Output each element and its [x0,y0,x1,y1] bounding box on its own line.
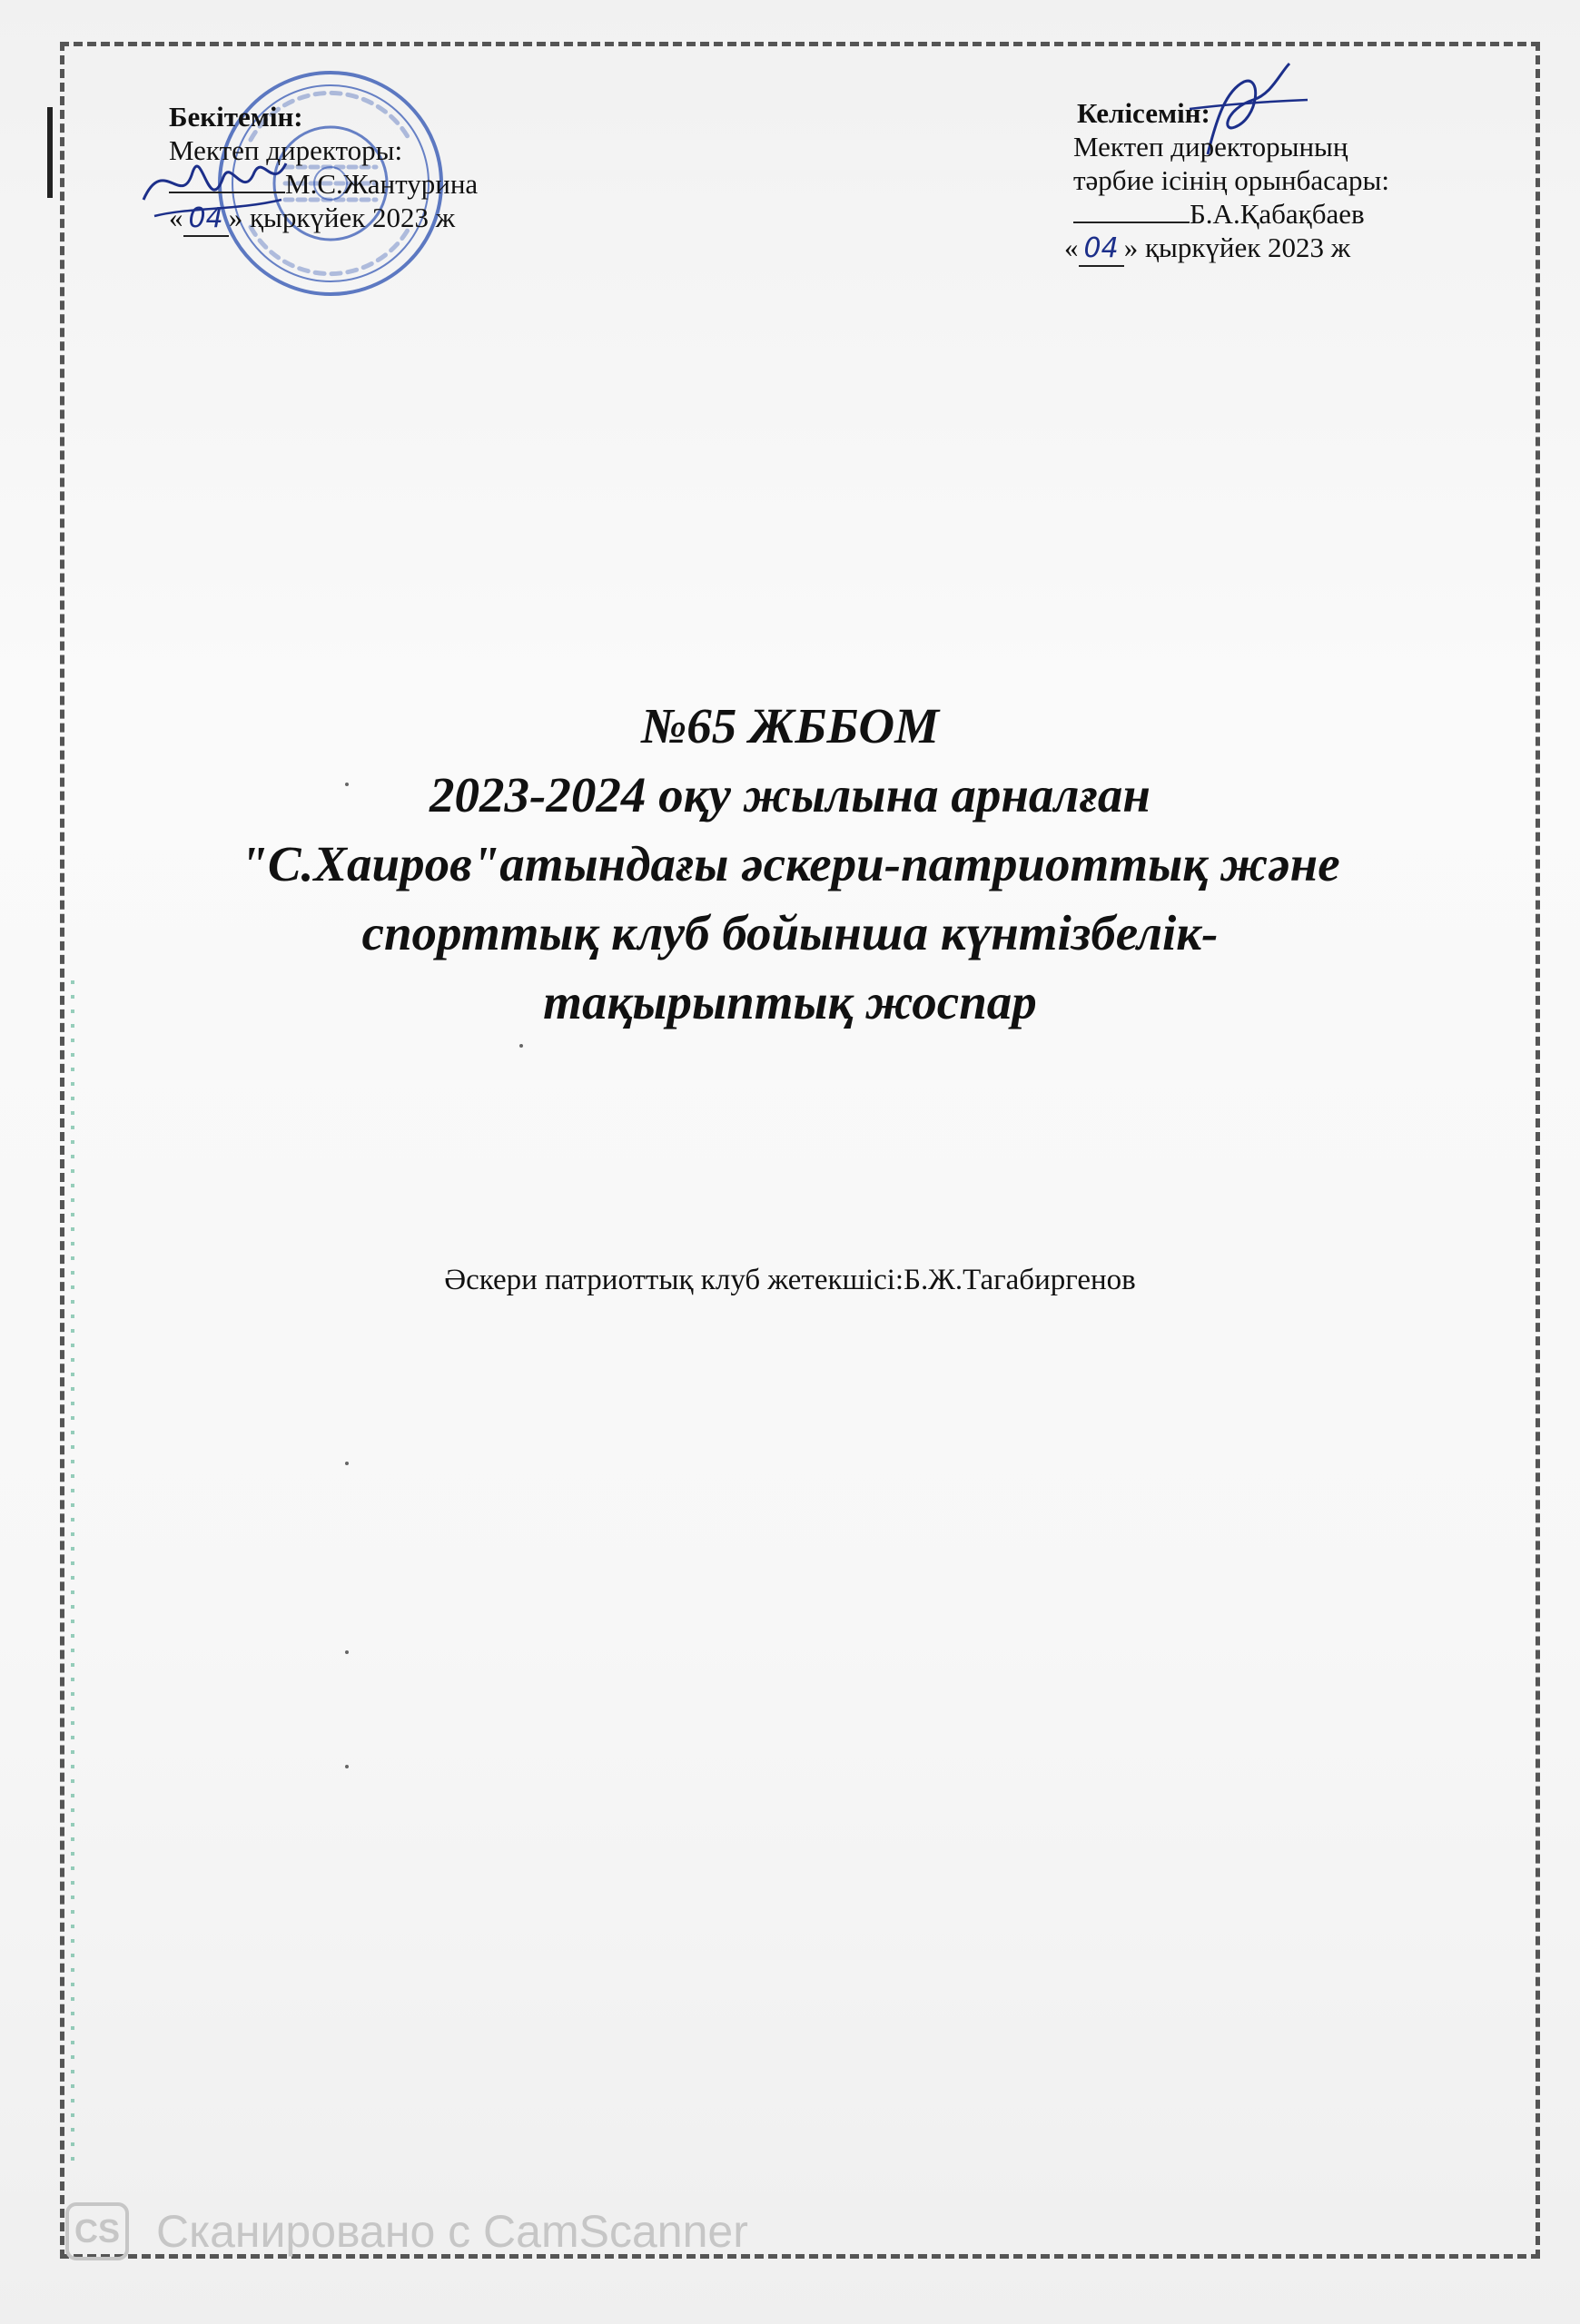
title-line-2: 2023-2024 оқу жылына арналған [430,767,1150,822]
scan-edge-mark [47,107,53,198]
scan-dot [345,1462,349,1465]
page-border [60,42,1540,2259]
agreement-block [1064,96,1389,267]
title-line-3: "С.Хаиров"атындағы әскери-патриоттық және [240,836,1340,891]
quote-open: « [1064,231,1079,263]
quote-close: » [228,202,243,233]
approval-date-day: 04 [183,202,229,237]
scan-dot [345,783,349,786]
quote-close: » [1123,231,1139,263]
watermark-text: Сканировано с CamScanner [156,2206,748,2257]
signature-blank [169,168,285,193]
title-line-4: спорттық клуб бойынша күнтізбелік- [361,905,1219,960]
agreement-signer-name: Б.А.Қабақбаев [1190,198,1365,230]
quote-open: « [169,202,183,233]
club-leader: Әскери патриоттық клуб жетекшісі:Б.Ж.Тагабиргенов [444,1264,1136,1296]
camscanner-logo-icon: CS [65,2202,129,2260]
camscanner-watermark [65,2202,748,2260]
agreement-heading: Келісемін: [1077,97,1210,129]
approval-role: Мектеп директоры: [169,134,403,166]
signature-blank [1073,198,1190,223]
title-line-1: №65 ЖББОМ [640,698,940,753]
agreement-date [1064,231,1389,267]
agreement-date-day: 04 [1079,231,1124,267]
approval-heading: Бекітемін: [169,101,303,133]
approval-signer-name: М.С.Жантурина [285,168,479,200]
agreement-signer-line [1073,197,1389,231]
scan-artifact [71,980,74,2161]
approval-signer-line [169,167,478,201]
document-title [0,692,1580,1037]
scan-dot [345,1765,349,1768]
title-line-5: тақырыптық жоспар [543,974,1037,1029]
scan-dot [519,1044,523,1048]
agreement-role-line2: тәрбие ісінің орынбасары: [1073,164,1389,196]
agreement-date-rest: қыркүйек 2023 ж [1144,231,1351,263]
scan-dot [345,1650,349,1654]
agreement-role-line1: Мектеп директорының [1073,131,1348,162]
approval-date [169,201,478,237]
approval-date-rest: қыркүйек 2023 ж [249,202,456,233]
approval-block [169,100,478,237]
